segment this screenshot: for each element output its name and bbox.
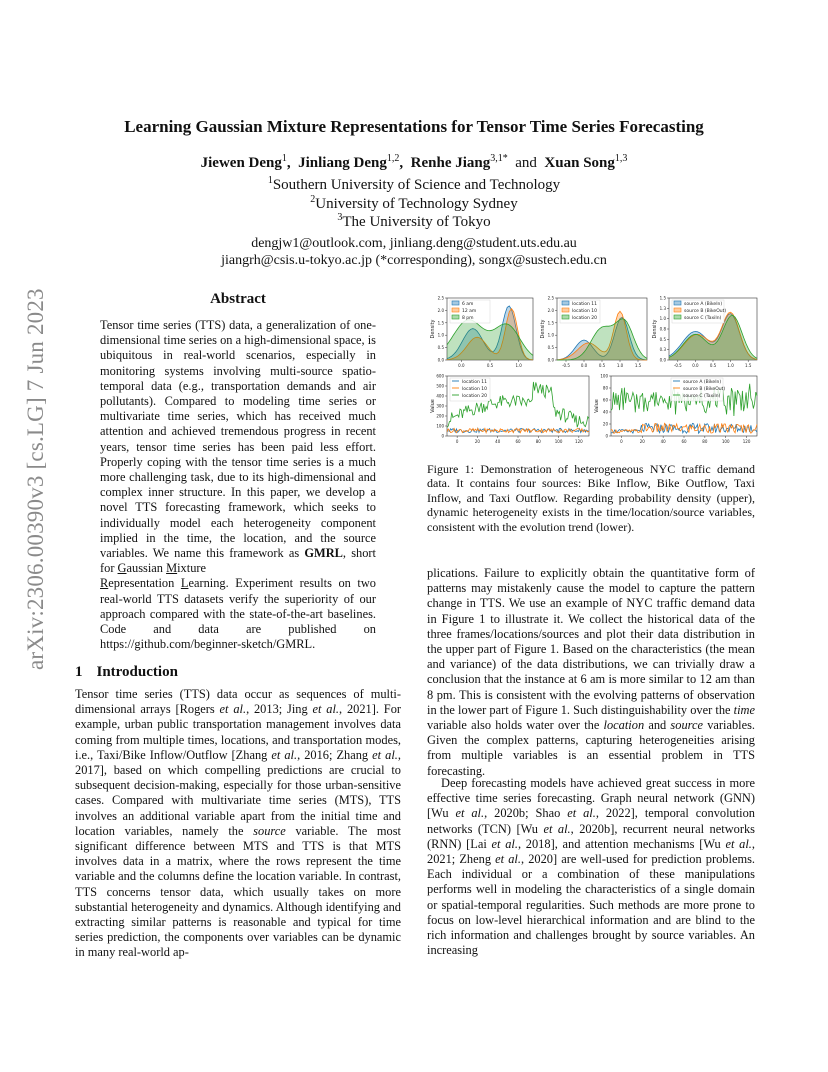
gmrl-name: GMRL: [304, 546, 343, 561]
x-tick-label: -0.5: [673, 363, 682, 368]
body-text: plications. Failure to explicitly obtain the quantitative form of patterns may mistakenly cause the model to capture the pattern change in TTS. We use an example of NYC traffic demand data in Figure 1 to illustrate it. We collect the historical data of the three frames/locations/sources and plot their data distribution in the upper part of Figure 1. Based on the characteristics (the mean and variance) of the data distributions, we can trivially draw a conclusion that the instance at 6 am is more similar to 12 am than 8 pm. This is consistent with the evolving patterns of observation in the lower part of Figure 1. Such distinguishability over the: [427, 566, 755, 717]
x-tick-label: 60: [681, 439, 687, 444]
y-tick-label: 0.3: [659, 347, 666, 353]
intro-text: , 2013; Jing: [246, 702, 313, 717]
x-tick-label: 100: [554, 439, 563, 444]
x-tick-label: 80: [702, 439, 708, 444]
etal: et al.: [312, 702, 340, 717]
affil-sup: 3: [337, 212, 343, 223]
legend-label: source B (BikeOut): [684, 308, 727, 314]
y-tick-label: 400: [436, 393, 444, 399]
y-tick-label: 60: [602, 397, 608, 403]
x-tick-label: 20: [474, 439, 480, 444]
legend-swatch: [562, 308, 569, 312]
legend-label: 12 am: [462, 308, 477, 314]
etal: et al.: [455, 806, 485, 821]
legend-swatch: [674, 315, 681, 319]
abstract-body: [100, 318, 376, 652]
etal: et al.: [372, 747, 398, 762]
legend-label: source C (TaxiIn): [683, 393, 721, 399]
x-tick-label: 0.5: [598, 363, 606, 368]
body-text: , 2021; Zheng: [427, 836, 756, 867]
x-tick-label: 0: [620, 439, 623, 444]
etal: et al.: [567, 806, 596, 821]
legend-swatch: [562, 315, 569, 319]
abstract-heading: Abstract: [210, 291, 266, 307]
etal: et al.: [725, 836, 752, 851]
x-tick-label: 0.0: [580, 363, 588, 368]
abstract-text: . Experiment results on two real-world TTS datasets verify the superiority of our approach compared with the state-of-the-art baselines. Code and data are published on https://github.com/beginner-sketch/GMRL.: [100, 576, 377, 652]
acronym-rest: earning: [188, 576, 226, 591]
etal: et al.: [495, 852, 521, 867]
legend-swatch: [562, 301, 569, 305]
x-tick-label: 1.5: [745, 363, 752, 368]
legend-label: location 10: [462, 386, 488, 392]
x-tick-label: 120: [575, 439, 583, 444]
x-tick-label: -0.5: [562, 363, 570, 368]
legend-label: 8 pm: [462, 315, 474, 321]
etal: et al.: [543, 821, 571, 836]
author-emails: [0, 235, 828, 269]
intro-paragraph: [75, 687, 401, 961]
intro-text: , 2017], based on which compelling predictions are crucial to subsequent decision-making, especially for those urban-sensitive cases. Compared with multivariate time series (MTS), TTS involves an additional variable apart from the initial time and location variables, namely the: [75, 747, 401, 838]
etal: et al.: [219, 702, 247, 717]
y-tick-label: 0.5: [437, 345, 444, 351]
x-tick-label: 80: [535, 439, 541, 444]
x-tick-label: 60: [515, 439, 521, 444]
y-tick-label: 0.0: [547, 357, 554, 363]
x-tick-label: 120: [742, 439, 751, 444]
x-tick-label: 1.0: [515, 363, 522, 368]
legend-label: location 11: [462, 379, 488, 385]
affil-text: University of Technology Sydney: [315, 196, 518, 212]
acronym-letter: R: [100, 576, 109, 591]
body-text: and: [644, 718, 671, 733]
y-tick-label: 2.0: [547, 307, 554, 313]
acronym-rest: epresentation: [108, 576, 181, 591]
email-line[interactable]: jiangrh@csis.u-tokyo.ac.jp (*corresponding), songx@sustech.edu.cn: [221, 253, 607, 268]
acronym-letter: M: [166, 561, 178, 576]
y-tick-label: 0.5: [659, 336, 666, 342]
x-tick-label: 1.0: [727, 363, 734, 368]
body-text: , 2020] are well-used for prediction problems. Each individual or a combination of these manipulations performs well in modeling the characteristics of a single domain or spatial-temporal regularities. Such methods are more prone to focus on low-level hierarchical information and are blind to the rich information and challenges brought by source variables. An increasing: [427, 852, 756, 958]
x-tick-label: 0.5: [709, 363, 717, 368]
intro-text: , 2021]. For example, urban public transportation management involves data coming from multiple times, locations, and transportation modes, i.e., Taxi/Bike Inflow/Outflow [Zhang: [75, 702, 402, 762]
x-tick-label: 100: [721, 439, 730, 444]
body-text: Deep forecasting models have achieved great success in more effective time series forecasting. Graph neural network (GNN) [Wu: [427, 776, 755, 821]
affiliation: [0, 175, 828, 194]
y-tick-label: 0: [605, 433, 608, 439]
affil-text: The University of Tokyo: [342, 214, 491, 230]
x-tick-label: 0: [455, 439, 459, 444]
y-axis-label: Density: [652, 319, 658, 339]
y-tick-label: 1.5: [659, 295, 666, 301]
y-tick-label: 100: [436, 423, 444, 429]
x-tick-label: 1.0: [616, 363, 624, 368]
y-tick-label: 0: [441, 433, 444, 439]
body-paragraph: [427, 776, 755, 958]
author-name: Jiewen Deng: [200, 155, 282, 171]
etal: et al.: [491, 836, 518, 851]
body-text: , 2020b], recurrent neural networks (RNN) [Lai: [427, 821, 755, 851]
legend-label: source A (BikeIn): [683, 379, 722, 385]
y-tick-label: 500: [436, 383, 444, 389]
acronym-rest: aussian: [126, 561, 167, 576]
legend-swatch: [674, 301, 681, 305]
y-tick-label: 0.5: [547, 345, 554, 351]
source-word: source: [670, 718, 703, 733]
y-tick-label: 200: [436, 413, 444, 419]
y-tick-label: 1.0: [659, 316, 666, 322]
legend-swatch: [674, 308, 681, 312]
legend-label: 6 am: [462, 301, 474, 307]
y-tick-label: 600: [436, 373, 444, 379]
affil-sup: 1: [267, 175, 273, 186]
author-affil-sup: 3,1*: [490, 153, 508, 164]
legend-label: location 20: [462, 393, 488, 399]
x-tick-label: 20: [639, 439, 645, 444]
x-tick-label: 0.0: [692, 363, 699, 368]
arxiv-id: arXiv:2306.00390v3 [cs.LG] 7 Jun 2023: [23, 288, 48, 670]
author-affil-sup: 1,3: [614, 153, 628, 164]
y-axis-label: Value: [594, 399, 600, 413]
figure-1: [425, 292, 759, 444]
author-list: Jiewen Deng$^1$, Jinliang Deng$^{1,2}$, Renhe Jiang$^{3,1*}$ and Xuan Song$^{1,3}$: [200, 153, 628, 171]
author-name: Jinliang Deng: [298, 155, 387, 171]
time-word: time: [733, 702, 755, 717]
abstract-text: Tensor time series (TTS) data, a generalization of one-dimensional time series on a high-dimensional space, is ubiquitous in real-world scenarios, especially in monitoring systems involving multi-source spatio-temporal data (e.g., transportation demands and air pollutants). Compared to modeling time series or multivariate time series, which has received much attention and achieved tremendous progress in recent years, tensor time series has been paid less effort. Properly coping with the tensor time series is a much more challenging task, due to its high-dimensional and complex inner structure. In this paper, we develop a novel TTS forecasting framework, which seeks to individually model each heterogeneity component implied in the time, the location, and the source variables. We name this framework as: [100, 318, 376, 561]
y-tick-label: 1.5: [437, 320, 444, 326]
y-tick-label: 2.5: [547, 295, 554, 301]
y-tick-label: 100: [600, 373, 608, 379]
x-tick-label: 40: [495, 439, 501, 444]
affiliation: [0, 194, 828, 213]
y-tick-label: 0.0: [659, 357, 666, 363]
legend-label: source C (TaxiIn): [684, 315, 722, 321]
body-text: variables. Given the complex patterns, capturing heterogeneities arising from multiple variables is an essential problem in TTS forecasting.: [427, 718, 756, 778]
y-tick-label: 2.0: [437, 307, 444, 313]
y-axis-label: Density: [430, 319, 436, 339]
y-tick-label: 1.0: [437, 332, 444, 338]
author-affil-sup: 1,2: [386, 153, 400, 164]
legend-label: source B (BikeOut): [683, 386, 726, 392]
x-tick-label: 40: [660, 439, 666, 444]
source-word: source: [253, 823, 286, 838]
section-heading: [75, 664, 178, 681]
paper-title: Learning Gaussian Mixture Representations for Tensor Time Series Forecasting: [124, 117, 704, 136]
y-axis-label: Value: [430, 399, 436, 413]
y-tick-label: 80: [602, 385, 608, 391]
author-name: Xuan Song: [544, 155, 615, 171]
body-text: variable also holds water over the: [427, 718, 604, 733]
y-tick-label: 2.5: [437, 295, 444, 301]
intro-text: Tensor time series (TTS) data occur as sequences of multi-dimensional arrays [Rogers: [75, 687, 401, 717]
email-line[interactable]: dengjw1@outlook.com, jinliang.deng@student.uts.edu.au: [251, 236, 577, 251]
y-tick-label: 1.3: [659, 305, 666, 311]
abstract-text: , short for: [100, 546, 376, 576]
intro-text: variable. The most significant difference between MTS and TTS is that MTS involves data in a matrix, where the rows represent the time variable and the columns define the location variable. In contrast, TTS concerns tensor data, which usually takes on more substantial heterogeneity and dynamics. Although identifying and extracting similar patterns is reasonable and typical for time series prediction, the components over variables can be dynamic in many real-world ap-: [75, 823, 401, 960]
series-line: [611, 423, 757, 433]
y-tick-label: 300: [436, 403, 444, 409]
legend-swatch: [452, 315, 459, 319]
intro-text: , 2016; Zhang: [297, 747, 373, 762]
affil-sup: 2: [310, 194, 316, 205]
x-tick-label: 0.0: [458, 363, 465, 368]
legend-label: location 20: [572, 315, 598, 321]
y-axis-label: Density: [540, 319, 546, 339]
section-title: Introduction: [96, 664, 178, 680]
y-tick-label: 0.0: [437, 357, 444, 363]
figure-caption: Figure 1: Demonstration of heterogeneous NYC traffic demand data. It contains four sources: Bike Inflow, Bike Outflow, Taxi Inflow, and Taxi Outflow. Regarding probability density (upper), dynamic heterogeneity exists in the time/location/source variables, consistent with the evolution trend (lower).: [427, 462, 755, 534]
legend-swatch: [452, 301, 459, 305]
acronym-letter: G: [117, 561, 127, 576]
legend-swatch: [452, 308, 459, 312]
body-paragraph: [427, 566, 755, 779]
affiliation: [0, 212, 828, 231]
acronym-letter: L: [180, 576, 189, 591]
y-tick-label: 20: [602, 421, 608, 427]
author-affil-sup: 1: [281, 153, 287, 164]
x-tick-label: 1.5: [634, 363, 642, 368]
legend-label: source A (BikeIn): [684, 301, 723, 307]
legend-label: location 11: [572, 301, 598, 307]
affil-text: Southern University of Science and Technology: [272, 177, 561, 193]
y-tick-label: 40: [602, 409, 608, 415]
arxiv-watermark: [22, 288, 50, 670]
y-tick-label: 1.0: [547, 332, 554, 338]
and-word: and: [515, 155, 537, 171]
section-number: 1: [75, 664, 83, 680]
x-tick-label: 0.5: [486, 363, 494, 368]
location-word: location: [603, 718, 645, 733]
y-tick-label: 0.8: [659, 326, 666, 332]
etal: et al.: [271, 747, 298, 762]
y-tick-label: 1.5: [547, 320, 554, 326]
legend-label: location 10: [572, 308, 598, 314]
author-name: Renhe Jiang: [410, 155, 491, 171]
body-text: , 2022], temporal convolution networks (TCN) [Wu: [427, 806, 755, 836]
body-text: , 2018], and attention mechanisms [Wu: [517, 836, 726, 851]
acronym-rest: ixture: [177, 561, 207, 576]
body-text: , 2020b; Shao: [484, 806, 568, 821]
